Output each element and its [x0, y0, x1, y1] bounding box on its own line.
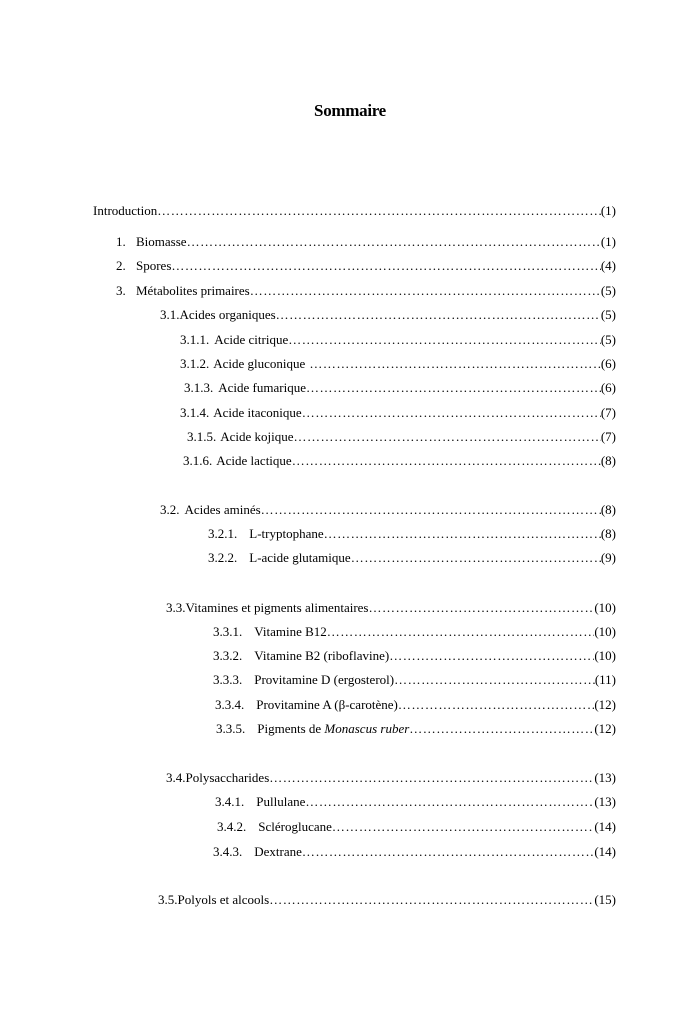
toc-entry-provitamine-a[interactable]: [215, 696, 616, 714]
toc-label: Scléroglucane: [258, 819, 332, 834]
dot-leader: [332, 818, 594, 836]
toc-label: L-acide glutamique: [249, 550, 351, 565]
toc-label: Acides aminés: [184, 502, 261, 517]
dot-leader: [261, 501, 601, 519]
toc-number: 2.: [116, 258, 126, 273]
toc-entry-vitamine-b2[interactable]: [213, 647, 616, 665]
toc-entry-vitamine-b12[interactable]: [213, 623, 616, 641]
toc-page: (7): [600, 429, 616, 444]
toc-page: (13): [594, 770, 616, 785]
toc-number: 3.5.: [158, 892, 178, 907]
toc-label: L-tryptophane: [249, 526, 324, 541]
dot-leader: [187, 233, 601, 251]
toc-page: (10): [594, 624, 616, 639]
toc-page: (15): [594, 892, 616, 907]
toc-label: Pullulane: [256, 794, 306, 809]
toc-label-text: Pigments de: [257, 721, 325, 736]
toc-page: (11): [594, 672, 616, 687]
toc-label: Introduction: [93, 203, 158, 218]
toc-page: (10): [594, 600, 616, 615]
toc-page: (12): [594, 721, 616, 736]
dot-leader: [269, 769, 594, 787]
toc-number: 3.4.3.: [213, 844, 243, 859]
toc-label: Provitamine D (ergosterol): [254, 672, 395, 687]
toc-page: (10): [594, 648, 616, 663]
toc-label: Vitamine B12: [254, 624, 327, 639]
toc-entry-acide-citrique[interactable]: [180, 331, 616, 349]
toc-entry-acides-amines[interactable]: [160, 501, 616, 519]
toc-label: Vitamine B2 (riboflavine): [254, 648, 390, 663]
toc-number: 3.3.4.: [215, 697, 245, 712]
toc-page: (8): [600, 502, 616, 517]
toc-label: Polysaccharides: [185, 770, 270, 785]
toc-page: (14): [594, 844, 616, 859]
toc-number: 3.4.2.: [217, 819, 247, 834]
toc-entry-biomasse[interactable]: [116, 233, 616, 251]
toc-number: 3.4.: [166, 770, 186, 785]
toc-number: 3.2.2.: [208, 550, 238, 565]
toc-label: Polyols et alcools: [177, 892, 270, 907]
toc-page: (7): [600, 405, 616, 420]
toc-page: (9): [600, 550, 616, 565]
toc-entry-metabolites-primaires[interactable]: [116, 282, 616, 300]
toc-label: [257, 720, 409, 738]
toc-page: (6): [600, 356, 616, 371]
toc-number: 3.1.5.: [187, 429, 217, 444]
toc-page: (5): [600, 332, 616, 347]
dot-leader: [409, 720, 594, 738]
toc-label: Acide gluconique: [213, 356, 306, 371]
toc-label-italic: Monascus ruber: [324, 721, 410, 736]
toc-page: (1): [600, 234, 616, 249]
toc-page: (13): [594, 794, 616, 809]
toc-entry-acide-itaconique[interactable]: [180, 404, 616, 422]
toc-page: (5): [600, 307, 616, 322]
toc-entry-polysaccharides[interactable]: [166, 769, 616, 787]
toc-entry-acides-organiques[interactable]: [160, 306, 616, 324]
dot-leader: [302, 404, 601, 422]
dot-leader: [324, 525, 601, 543]
toc-label: Vitamines et pigments alimentaires: [185, 600, 369, 615]
toc-number: 3.3.5.: [216, 721, 246, 736]
toc-entry-dextrane[interactable]: [213, 843, 616, 861]
toc-page: (5): [600, 283, 616, 298]
dot-leader: [157, 202, 601, 220]
toc-number: 3.1.3.: [184, 380, 214, 395]
dot-leader: [269, 891, 594, 909]
toc-number: 3.1.4.: [180, 405, 210, 420]
dot-leader: [327, 623, 595, 641]
dot-leader: [389, 647, 594, 665]
toc-number: 3.3.2.: [213, 648, 243, 663]
dot-leader: [398, 696, 594, 714]
dot-leader: [276, 306, 601, 324]
toc-label: Métabolites primaires: [136, 283, 250, 298]
toc-number: 3.2.: [160, 502, 180, 517]
dot-leader: [305, 793, 594, 811]
toc-entry-introduction[interactable]: [93, 202, 616, 220]
toc-entry-pigments-monascus[interactable]: [216, 720, 616, 738]
toc-entry-l-acide-glutamique[interactable]: [208, 549, 616, 567]
dot-leader: [292, 452, 601, 470]
toc-number: 1.: [116, 234, 126, 249]
toc-label: Acide lactique: [216, 453, 292, 468]
toc-label: Dextrane: [254, 844, 302, 859]
toc-entry-vitamines-pigments[interactable]: [166, 599, 616, 617]
toc-number: 3.1.6.: [183, 453, 213, 468]
toc-label: Acides organiques: [179, 307, 276, 322]
toc-page: (8): [600, 453, 616, 468]
toc-entry-acide-gluconique[interactable]: [180, 355, 616, 373]
dot-leader: [288, 331, 601, 349]
toc-label: Acide citrique: [214, 332, 289, 347]
toc-page: (4): [600, 258, 616, 273]
toc-entry-l-tryptophane[interactable]: [208, 525, 616, 543]
toc-number: 3.: [116, 283, 126, 298]
toc-label: Acide fumarique: [218, 380, 306, 395]
toc-page: (1): [600, 203, 616, 218]
toc-number: 3.3.3.: [213, 672, 243, 687]
toc-number: 3.1.: [160, 307, 180, 322]
dot-leader: [294, 428, 601, 446]
toc-number: 3.3.: [166, 600, 186, 615]
toc-page: (12): [594, 697, 616, 712]
toc-label: Biomasse: [136, 234, 187, 249]
dot-leader: [351, 549, 601, 567]
toc-label: Provitamine A (β-carotène): [256, 697, 398, 712]
dot-leader: [309, 355, 601, 373]
toc-entry-acide-lactique[interactable]: [183, 452, 616, 470]
toc-number: 3.2.1.: [208, 526, 238, 541]
toc-page: (6): [600, 380, 616, 395]
toc-number: 3.1.2.: [180, 356, 210, 371]
toc-number: 3.3.1.: [213, 624, 243, 639]
toc-page: (14): [594, 819, 616, 834]
toc-page: (8): [600, 526, 616, 541]
dot-leader: [302, 843, 594, 861]
page-title: Sommaire: [314, 101, 386, 120]
toc-number: 3.4.1.: [215, 794, 245, 809]
toc-entry-spores[interactable]: [116, 257, 616, 275]
dot-leader: [171, 257, 600, 275]
toc-entry-acide-fumarique[interactable]: [184, 379, 616, 397]
toc-entry-acide-kojique[interactable]: [187, 428, 616, 446]
toc-entry-scleroglucane[interactable]: [217, 818, 616, 836]
toc-label: Spores: [136, 258, 172, 273]
toc-entry-provitamine-d[interactable]: [213, 671, 616, 689]
toc-entry-polyols-alcools[interactable]: [158, 891, 616, 909]
toc-number: 3.1.1.: [180, 332, 210, 347]
dot-leader: [306, 379, 601, 397]
toc-entry-pullulane[interactable]: [215, 793, 616, 811]
toc-label: Acide kojique: [220, 429, 294, 444]
toc-label: Acide itaconique: [213, 405, 302, 420]
dot-leader: [394, 671, 595, 689]
dot-leader: [250, 282, 601, 300]
dot-leader: [368, 599, 594, 617]
